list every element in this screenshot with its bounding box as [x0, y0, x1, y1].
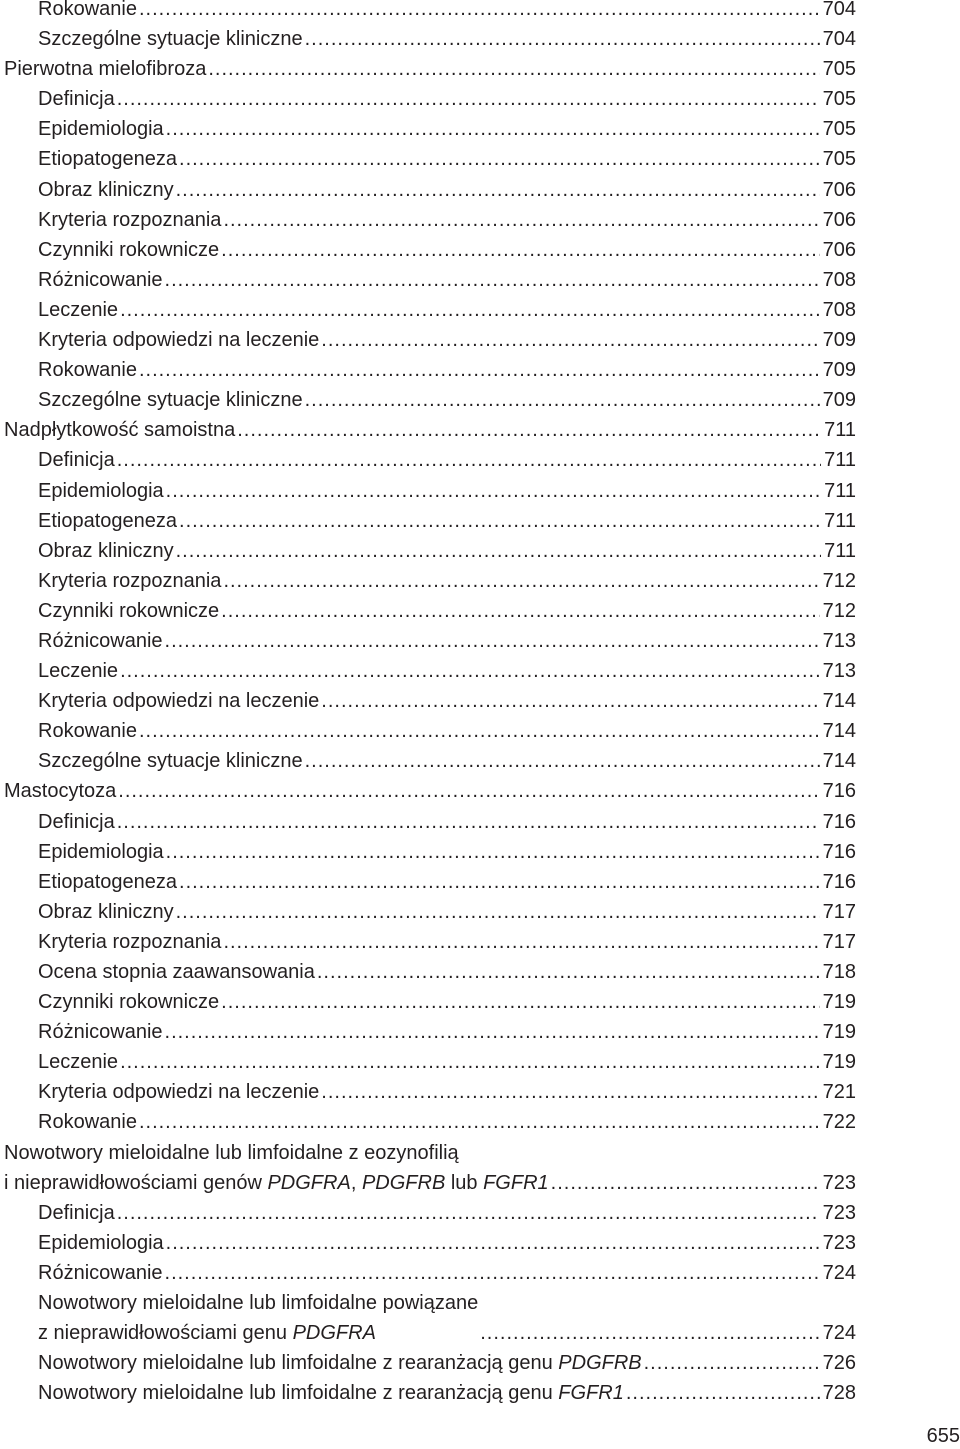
dot-leader: [223, 566, 819, 596]
toc-entry-title-text: ,: [350, 1171, 362, 1194]
dot-leader: [120, 1047, 820, 1077]
dot-leader: [139, 355, 820, 385]
toc-entry-page: 712: [822, 569, 856, 592]
toc-entry-title: Czynniki rokownicze: [38, 238, 220, 261]
gene-name: FGFR1: [558, 1382, 624, 1405]
toc-entry: [0, 235, 856, 265]
toc-entry-page: 706: [822, 178, 856, 201]
dot-leader: [179, 144, 820, 174]
toc-entry: [0, 24, 856, 54]
dot-leader: [176, 536, 822, 566]
toc-entry: [0, 1107, 856, 1137]
toc-entry-page: 724: [822, 1261, 856, 1284]
toc-entry: [0, 1077, 856, 1107]
toc-entry-page: 704: [822, 28, 856, 51]
toc-entry: [0, 295, 856, 325]
dot-leader: [644, 1348, 820, 1378]
toc-entry-title: Rokowanie: [38, 720, 137, 743]
toc-entry-title: Definicja: [38, 1201, 115, 1224]
toc-entry-title: Różnicowanie: [38, 1021, 163, 1044]
toc-entry: [0, 1047, 856, 1077]
toc-entry: [0, 445, 856, 475]
dot-leader: [480, 1318, 819, 1348]
dot-leader: [117, 84, 820, 114]
toc-entry: [0, 114, 856, 144]
toc-entry-title: Leczenie: [38, 1051, 119, 1074]
dot-leader: [626, 1378, 820, 1408]
toc-entry-page: 711: [824, 509, 856, 532]
toc-entry-page: 711: [824, 419, 856, 442]
toc-entry-page: 719: [822, 1051, 856, 1074]
dot-leader: [223, 927, 819, 957]
toc-entry-title-text: lub: [445, 1171, 484, 1194]
toc-entry-title: Leczenie: [38, 660, 119, 683]
toc-entry: [0, 897, 856, 927]
toc-entry-title: Różnicowanie: [38, 268, 163, 291]
dot-leader: [179, 506, 821, 536]
toc-entry-title: Czynniki rokownicze: [38, 991, 220, 1014]
toc-entry-page: 705: [822, 88, 856, 111]
toc-entry-page: 714: [822, 690, 856, 713]
toc-entry: [0, 686, 856, 716]
toc-entry-title: Leczenie: [38, 298, 119, 321]
toc-entry-title: Szczególne sytuacje kliniczne: [38, 750, 303, 773]
toc-entry-title: Definicja: [38, 88, 115, 111]
dot-leader: [165, 1017, 820, 1047]
toc-entry-page: 721: [822, 1081, 856, 1104]
toc-entry: [0, 476, 856, 506]
toc-entry: [0, 355, 856, 385]
toc-entry: [0, 265, 856, 295]
toc-entry-title: Rokowanie: [38, 359, 137, 382]
toc-entry-title: Kryteria odpowiedzi na leczenie: [38, 329, 320, 352]
toc-entry: [0, 566, 856, 596]
toc-entry-title: Kryteria rozpoznania: [38, 930, 222, 953]
toc-entry: [0, 0, 856, 24]
dot-leader: [166, 476, 821, 506]
toc-entry-title-text: Nowotwory mieloidalne lub limfoidalne z rearanżacją genu: [38, 1382, 559, 1405]
page-number: 655: [926, 1425, 960, 1447]
toc-entry-title-text: z nieprawidłowościami genu: [38, 1322, 293, 1345]
gene-name: PDGFRB: [558, 1352, 642, 1375]
toc-entry-title: Epidemiologia: [38, 479, 164, 502]
toc-entry: [0, 927, 856, 957]
toc-entry-page: 709: [822, 329, 856, 352]
dot-leader: [165, 265, 820, 295]
gene-name: PDGFRA: [292, 1322, 376, 1345]
toc-entry-title: Czynniki rokownicze: [38, 599, 220, 622]
dot-leader: [221, 987, 819, 1017]
dot-leader: [165, 626, 820, 656]
dot-leader: [321, 1077, 819, 1107]
toc-entry: [0, 415, 856, 445]
toc-entry-page: 714: [822, 720, 856, 743]
toc-entry: [0, 385, 856, 415]
toc-entry-page: 714: [822, 750, 856, 773]
dot-leader: [120, 295, 820, 325]
toc-entry-page: 717: [822, 900, 856, 923]
toc-entry-title: Etiopatogeneza: [38, 148, 178, 171]
toc-entry-title: Obraz kliniczny: [38, 900, 174, 923]
dot-leader: [166, 1228, 820, 1258]
toc-entry-page: 716: [822, 780, 856, 803]
toc-entry-page: 706: [822, 208, 856, 231]
toc-entry-title: Pierwotna mielofibroza: [4, 58, 207, 81]
dot-leader: [166, 837, 820, 867]
toc-entry-title: Szczególne sytuacje kliniczne: [38, 389, 303, 412]
toc-entry-page: 713: [822, 660, 856, 683]
toc-entry: [0, 1378, 856, 1408]
toc-entry: [0, 987, 856, 1017]
toc-entry-title-line: Nowotwory mieloidalne lub limfoidalne powiązane: [38, 1292, 479, 1315]
toc-entry-title: Różnicowanie: [38, 1261, 163, 1284]
toc-entry-title-text: i nieprawidłowościami genów: [4, 1171, 268, 1194]
toc-entry-page: 711: [824, 539, 856, 562]
dot-leader: [176, 897, 820, 927]
toc-entry: [0, 144, 856, 174]
toc-entry: [0, 1228, 856, 1258]
dot-leader: [179, 867, 820, 897]
toc-entry-page: 711: [824, 479, 856, 502]
toc-entry: [0, 175, 856, 205]
toc-entry-title: Kryteria odpowiedzi na leczenie: [38, 690, 320, 713]
toc-entry-page: 708: [822, 298, 856, 321]
toc-entry: [0, 325, 856, 355]
dot-leader: [221, 235, 819, 265]
toc-entry-page: 726: [822, 1352, 856, 1375]
toc-entry-page: 719: [822, 991, 856, 1014]
toc-entry: [0, 656, 856, 686]
toc-entry-title: Kryteria rozpoznania: [38, 208, 222, 231]
toc-entry-title: Etiopatogeneza: [38, 870, 178, 893]
toc-entry-title: Etiopatogeneza: [38, 509, 178, 532]
toc-entry-title-text: Nowotwory mieloidalne lub limfoidalne z rearanżacją genu: [38, 1352, 559, 1375]
toc-entry: [0, 957, 856, 987]
dot-leader: [321, 325, 819, 355]
toc-entry: [0, 746, 856, 776]
toc-entry-title: Różnicowanie: [38, 629, 163, 652]
toc-entry-title: Rokowanie: [38, 1111, 137, 1134]
toc-entry-title: Rokowanie: [38, 0, 137, 20]
toc-entry-title: [38, 1288, 478, 1348]
toc-entry-page: 716: [822, 870, 856, 893]
toc-entry-title: Kryteria odpowiedzi na leczenie: [38, 1081, 320, 1104]
toc-entry-title: Obraz kliniczny: [38, 178, 174, 201]
dot-leader: [120, 656, 820, 686]
dot-leader: [551, 1168, 820, 1198]
dot-leader: [317, 957, 820, 987]
toc-entry-page: 716: [822, 840, 856, 863]
toc-entry-page: 718: [822, 961, 856, 983]
toc-entry: [0, 1198, 856, 1228]
toc-entry: [0, 626, 856, 656]
toc-entry-page: 708: [822, 268, 856, 291]
gene-name: FGFR1: [483, 1171, 549, 1194]
dot-leader: [223, 205, 819, 235]
toc-entry-title: [4, 1138, 549, 1198]
dot-leader: [117, 1198, 820, 1228]
toc-entry-page: 722: [822, 1111, 856, 1134]
toc-entry-page: 704: [822, 0, 856, 20]
toc-entry-page: 723: [822, 1201, 856, 1224]
toc-entry-page: 713: [822, 629, 856, 652]
dot-leader: [139, 716, 820, 746]
toc-entry-title: Obraz kliniczny: [38, 539, 174, 562]
toc-entry-page: 711: [824, 449, 856, 472]
dot-leader: [118, 776, 819, 806]
toc-entry: [0, 54, 856, 84]
toc-entry-title: Epidemiologia: [38, 118, 164, 141]
toc-entry-page: 716: [822, 810, 856, 833]
toc-entry: [0, 776, 856, 806]
toc-entry: [0, 1288, 856, 1348]
gene-name: PDGFRB: [361, 1171, 446, 1194]
toc-entry: [0, 716, 856, 746]
dot-leader: [176, 175, 820, 205]
dot-leader: [117, 445, 821, 475]
dot-leader: [117, 807, 820, 837]
toc-entry-title: Ocena stopnia zaawansowania: [38, 961, 315, 983]
toc-entry: [0, 807, 856, 837]
toc-entry: [0, 1017, 856, 1047]
dot-leader: [305, 385, 820, 415]
toc-entry-title: Szczególne sytuacje kliniczne: [38, 28, 303, 51]
dot-leader: [139, 1107, 820, 1137]
dot-leader: [305, 24, 820, 54]
toc-entry-title: [38, 1378, 624, 1408]
toc-entry-page: 724: [822, 1322, 856, 1345]
toc-entry-page: 719: [822, 1021, 856, 1044]
toc-entry: [0, 84, 856, 114]
toc-entry-title: Mastocytoza: [4, 780, 117, 803]
toc-entry-page: 709: [822, 359, 856, 382]
toc-entry-title: Nadpłytkowość samoistna: [4, 419, 236, 442]
toc-entry-page: 712: [822, 599, 856, 622]
toc-entry-title: Definicja: [38, 449, 115, 472]
dot-leader: [321, 686, 819, 716]
toc-entry: [0, 837, 856, 867]
dot-leader: [166, 114, 820, 144]
toc-entry: [0, 1258, 856, 1288]
dot-leader: [208, 54, 819, 84]
toc-entry-title: Definicja: [38, 810, 115, 833]
toc-entry: [0, 506, 856, 536]
toc-entry-title: Epidemiologia: [38, 1231, 164, 1254]
dot-leader: [139, 0, 820, 24]
toc-entry-page: 723: [822, 1171, 856, 1194]
toc-entry-title: [38, 1348, 642, 1378]
toc-entry: [0, 536, 856, 566]
toc-entry: [0, 596, 856, 626]
dot-leader: [305, 746, 820, 776]
toc-entry-title: Kryteria rozpoznania: [38, 569, 222, 592]
toc-entry-page: 728: [822, 1382, 856, 1405]
dot-leader: [165, 1258, 820, 1288]
dot-leader: [237, 415, 821, 445]
toc-entry-page: 705: [822, 58, 856, 81]
toc-entry-title-line: Nowotwory mieloidalne lub limfoidalne z eozynofilią: [4, 1141, 459, 1164]
toc-entry-page: 717: [822, 930, 856, 953]
toc-entry: [0, 1348, 856, 1378]
gene-name: PDGFRA: [267, 1171, 351, 1194]
toc-entry-page: 705: [822, 118, 856, 141]
dot-leader: [221, 596, 819, 626]
toc-entry: [0, 867, 856, 897]
toc-entry-page: 706: [822, 238, 856, 261]
toc-entry-page: 709: [822, 389, 856, 412]
toc-entry-page: 705: [822, 148, 856, 171]
toc-entry: [0, 1138, 856, 1198]
toc-entry-page: 723: [822, 1231, 856, 1254]
toc-entry-title: Epidemiologia: [38, 840, 164, 863]
toc-entry: [0, 205, 856, 235]
